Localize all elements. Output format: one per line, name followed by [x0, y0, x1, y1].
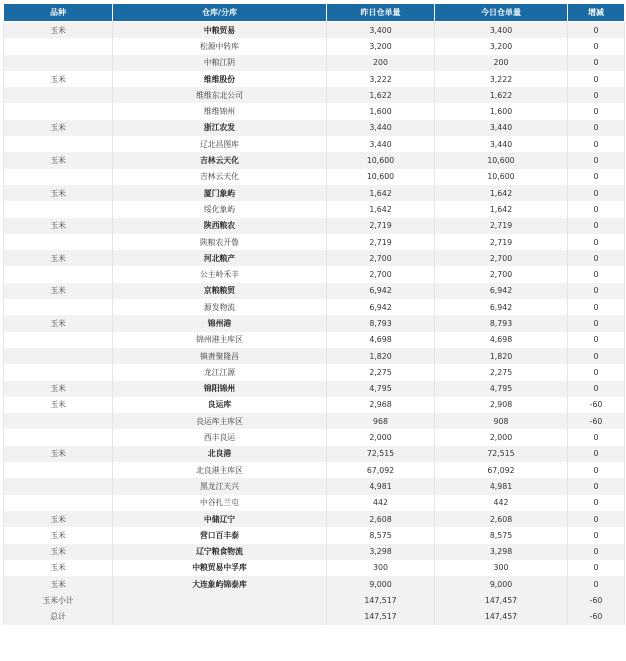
cell-variety: 玉米 — [4, 544, 113, 560]
cell-warehouse: 辽宁粮食物流 — [113, 544, 327, 560]
table-row — [4, 315, 625, 331]
cell-yesterday-receipts: 147,517 — [327, 592, 435, 608]
cell-yesterday-receipts: 1,600 — [327, 103, 435, 119]
cell-change: 0 — [568, 169, 625, 185]
table-row — [4, 136, 625, 152]
cell-yesterday-receipts: 10,600 — [327, 152, 435, 168]
cell-variety — [4, 462, 113, 478]
cell-warehouse: 黑龙江天兴 — [113, 478, 327, 494]
cell-warehouse: 锦州港主库区 — [113, 332, 327, 348]
table-row — [4, 103, 625, 119]
cell-warehouse — [113, 609, 327, 625]
cell-change: 0 — [568, 152, 625, 168]
table-row — [4, 120, 625, 136]
cell-warehouse: 锦州港 — [113, 315, 327, 331]
table-row — [4, 364, 625, 380]
table-row — [4, 544, 625, 560]
cell-warehouse: 陕西粮农 — [113, 218, 327, 234]
cell-today-receipts: 908 — [435, 413, 568, 429]
cell-variety: 总计 — [4, 609, 113, 625]
cell-warehouse: 大连象屿锦泰库 — [113, 576, 327, 592]
cell-today-receipts: 67,092 — [435, 462, 568, 478]
table-row — [4, 266, 625, 282]
cell-change: 0 — [568, 462, 625, 478]
cell-yesterday-receipts: 3,200 — [327, 38, 435, 54]
table-row — [4, 348, 625, 364]
cell-warehouse: 中粮贸易中孚库 — [113, 560, 327, 576]
table-row — [4, 381, 625, 397]
cell-warehouse: 营口百丰泰 — [113, 527, 327, 543]
cell-change: 0 — [568, 429, 625, 445]
header-yesterday-receipts: 昨日仓单量 — [327, 4, 435, 22]
cell-variety — [4, 478, 113, 494]
cell-yesterday-receipts: 147,517 — [327, 609, 435, 625]
header-today-receipts: 今日仓单量 — [435, 4, 568, 22]
cell-change: 0 — [568, 348, 625, 364]
cell-today-receipts: 6,942 — [435, 283, 568, 299]
cell-warehouse: 锦阳锦州 — [113, 381, 327, 397]
cell-today-receipts: 4,795 — [435, 381, 568, 397]
cell-change: 0 — [568, 22, 625, 39]
cell-today-receipts: 9,000 — [435, 576, 568, 592]
cell-warehouse: 良运库 — [113, 397, 327, 413]
cell-change: 0 — [568, 560, 625, 576]
cell-variety: 玉米 — [4, 250, 113, 266]
cell-today-receipts: 1,642 — [435, 201, 568, 217]
cell-change: 0 — [568, 576, 625, 592]
cell-today-receipts: 1,642 — [435, 185, 568, 201]
cell-variety: 玉米 — [4, 511, 113, 527]
cell-yesterday-receipts: 4,981 — [327, 478, 435, 494]
cell-today-receipts: 3,400 — [435, 22, 568, 39]
cell-today-receipts: 2,908 — [435, 397, 568, 413]
cell-warehouse: 吉林云天化 — [113, 152, 327, 168]
table-row — [4, 87, 625, 103]
table-row — [4, 38, 625, 54]
cell-warehouse: 浙江农发 — [113, 120, 327, 136]
cell-today-receipts: 2,608 — [435, 511, 568, 527]
cell-warehouse: 辽北昌图库 — [113, 136, 327, 152]
cell-today-receipts: 72,515 — [435, 446, 568, 462]
cell-today-receipts: 147,457 — [435, 592, 568, 608]
cell-yesterday-receipts: 3,298 — [327, 544, 435, 560]
cell-today-receipts: 3,440 — [435, 136, 568, 152]
cell-change: 0 — [568, 544, 625, 560]
cell-today-receipts: 2,275 — [435, 364, 568, 380]
cell-today-receipts: 2,719 — [435, 218, 568, 234]
table-row — [4, 478, 625, 494]
cell-warehouse — [113, 592, 327, 608]
cell-change: 0 — [568, 55, 625, 71]
cell-today-receipts: 442 — [435, 495, 568, 511]
cell-today-receipts: 8,575 — [435, 527, 568, 543]
cell-today-receipts: 147,457 — [435, 609, 568, 625]
cell-today-receipts: 8,793 — [435, 315, 568, 331]
cell-yesterday-receipts: 2,719 — [327, 218, 435, 234]
cell-change: 0 — [568, 103, 625, 119]
cell-change: 0 — [568, 185, 625, 201]
table-body — [4, 22, 625, 625]
cell-change: 0 — [568, 250, 625, 266]
cell-change: 0 — [568, 495, 625, 511]
table-row — [4, 397, 625, 413]
cell-variety — [4, 201, 113, 217]
cell-variety — [4, 299, 113, 315]
cell-yesterday-receipts: 2,000 — [327, 429, 435, 445]
cell-yesterday-receipts: 72,515 — [327, 446, 435, 462]
table-row — [4, 169, 625, 185]
cell-variety: 玉米 — [4, 446, 113, 462]
cell-change: 0 — [568, 381, 625, 397]
cell-yesterday-receipts: 2,700 — [327, 250, 435, 266]
table-row — [4, 234, 625, 250]
cell-yesterday-receipts: 200 — [327, 55, 435, 71]
table-row — [4, 560, 625, 576]
cell-yesterday-receipts: 3,222 — [327, 71, 435, 87]
cell-warehouse: 维维东北公司 — [113, 87, 327, 103]
table-row — [4, 527, 625, 543]
cell-today-receipts: 2,000 — [435, 429, 568, 445]
cell-variety — [4, 413, 113, 429]
cell-yesterday-receipts: 4,795 — [327, 381, 435, 397]
cell-variety — [4, 136, 113, 152]
cell-yesterday-receipts: 4,698 — [327, 332, 435, 348]
cell-yesterday-receipts: 968 — [327, 413, 435, 429]
cell-yesterday-receipts: 8,793 — [327, 315, 435, 331]
table-row — [4, 429, 625, 445]
cell-change: 0 — [568, 478, 625, 494]
cell-yesterday-receipts: 2,968 — [327, 397, 435, 413]
cell-change: 0 — [568, 266, 625, 282]
cell-variety: 玉米 — [4, 71, 113, 87]
cell-yesterday-receipts: 300 — [327, 560, 435, 576]
cell-change: 0 — [568, 511, 625, 527]
cell-today-receipts: 4,981 — [435, 478, 568, 494]
cell-change: 0 — [568, 201, 625, 217]
cell-change: 0 — [568, 218, 625, 234]
cell-warehouse: 中粮贸易 — [113, 22, 327, 39]
cell-today-receipts: 1,820 — [435, 348, 568, 364]
cell-warehouse: 河北粮产 — [113, 250, 327, 266]
table-row — [4, 446, 625, 462]
table-row — [4, 462, 625, 478]
table-row — [4, 299, 625, 315]
cell-variety — [4, 364, 113, 380]
table-row — [4, 71, 625, 87]
cell-change: 0 — [568, 527, 625, 543]
cell-warehouse: 北良港主库区 — [113, 462, 327, 478]
cell-variety — [4, 332, 113, 348]
cell-warehouse: 公主岭禾丰 — [113, 266, 327, 282]
cell-change: -60 — [568, 397, 625, 413]
cell-yesterday-receipts: 1,642 — [327, 185, 435, 201]
header-warehouse: 仓库/分库 — [113, 4, 327, 22]
cell-yesterday-receipts: 10,600 — [327, 169, 435, 185]
cell-change: 0 — [568, 87, 625, 103]
header-variety: 品种 — [4, 4, 113, 22]
cell-yesterday-receipts: 1,622 — [327, 87, 435, 103]
cell-today-receipts: 10,600 — [435, 169, 568, 185]
cell-today-receipts: 2,700 — [435, 266, 568, 282]
cell-variety: 玉米 — [4, 381, 113, 397]
cell-today-receipts: 10,600 — [435, 152, 568, 168]
table-row — [4, 218, 625, 234]
cell-variety — [4, 55, 113, 71]
cell-change: 0 — [568, 120, 625, 136]
cell-yesterday-receipts: 2,608 — [327, 511, 435, 527]
cell-variety: 玉米 — [4, 560, 113, 576]
cell-variety: 玉米 — [4, 397, 113, 413]
cell-variety: 玉米 — [4, 527, 113, 543]
table-row — [4, 609, 625, 625]
cell-change: 0 — [568, 38, 625, 54]
cell-yesterday-receipts: 1,820 — [327, 348, 435, 364]
table-row — [4, 55, 625, 71]
cell-variety: 玉米 — [4, 315, 113, 331]
cell-yesterday-receipts: 2,719 — [327, 234, 435, 250]
cell-change: 0 — [568, 446, 625, 462]
cell-warehouse: 绥化象屿 — [113, 201, 327, 217]
cell-variety — [4, 38, 113, 54]
cell-warehouse: 中粮江阴 — [113, 55, 327, 71]
cell-warehouse: 良运库主库区 — [113, 413, 327, 429]
cell-variety — [4, 429, 113, 445]
cell-variety: 玉米 — [4, 185, 113, 201]
table-row — [4, 576, 625, 592]
cell-variety: 玉米小计 — [4, 592, 113, 608]
table-row — [4, 22, 625, 39]
cell-variety — [4, 266, 113, 282]
cell-yesterday-receipts: 9,000 — [327, 576, 435, 592]
table-row — [4, 413, 625, 429]
cell-warehouse: 吉林云天化 — [113, 169, 327, 185]
cell-change: 0 — [568, 136, 625, 152]
cell-variety — [4, 87, 113, 103]
cell-variety — [4, 169, 113, 185]
cell-warehouse: 维维股份 — [113, 71, 327, 87]
cell-variety — [4, 103, 113, 119]
cell-warehouse: 陕粮农开鲁 — [113, 234, 327, 250]
cell-today-receipts: 1,600 — [435, 103, 568, 119]
cell-change: 0 — [568, 299, 625, 315]
cell-variety: 玉米 — [4, 152, 113, 168]
cell-today-receipts: 3,298 — [435, 544, 568, 560]
header-change: 增减 — [568, 4, 625, 22]
cell-variety: 玉米 — [4, 576, 113, 592]
cell-yesterday-receipts: 1,642 — [327, 201, 435, 217]
cell-change: 0 — [568, 283, 625, 299]
cell-warehouse: 松源中转库 — [113, 38, 327, 54]
cell-today-receipts: 6,942 — [435, 299, 568, 315]
cell-today-receipts: 3,222 — [435, 71, 568, 87]
cell-warehouse: 中谷扎兰屯 — [113, 495, 327, 511]
cell-change: -60 — [568, 413, 625, 429]
cell-today-receipts: 2,700 — [435, 250, 568, 266]
cell-yesterday-receipts: 2,275 — [327, 364, 435, 380]
table-row — [4, 592, 625, 608]
cell-yesterday-receipts: 67,092 — [327, 462, 435, 478]
cell-change: 0 — [568, 71, 625, 87]
cell-change: 0 — [568, 315, 625, 331]
table-row — [4, 250, 625, 266]
cell-today-receipts: 3,440 — [435, 120, 568, 136]
cell-warehouse: 京粮粮贸 — [113, 283, 327, 299]
cell-change: 0 — [568, 364, 625, 380]
cell-yesterday-receipts: 8,575 — [327, 527, 435, 543]
cell-warehouse: 北良港 — [113, 446, 327, 462]
table-row — [4, 283, 625, 299]
table-row — [4, 332, 625, 348]
cell-change: 0 — [568, 234, 625, 250]
cell-change: -60 — [568, 609, 625, 625]
cell-yesterday-receipts: 3,440 — [327, 120, 435, 136]
cell-today-receipts: 2,719 — [435, 234, 568, 250]
cell-change: 0 — [568, 332, 625, 348]
cell-variety: 玉米 — [4, 22, 113, 39]
cell-warehouse: 西丰良运 — [113, 429, 327, 445]
cell-variety — [4, 348, 113, 364]
cell-today-receipts: 300 — [435, 560, 568, 576]
cell-warehouse: 源发物流 — [113, 299, 327, 315]
cell-change: -60 — [568, 592, 625, 608]
cell-warehouse: 龙江江源 — [113, 364, 327, 380]
table-row — [4, 185, 625, 201]
cell-variety: 玉米 — [4, 120, 113, 136]
cell-yesterday-receipts: 6,942 — [327, 299, 435, 315]
table-row — [4, 495, 625, 511]
table-row — [4, 201, 625, 217]
cell-yesterday-receipts: 3,400 — [327, 22, 435, 39]
cell-today-receipts: 4,698 — [435, 332, 568, 348]
cell-today-receipts: 200 — [435, 55, 568, 71]
cell-yesterday-receipts: 2,700 — [327, 266, 435, 282]
cell-warehouse: 中储辽宁 — [113, 511, 327, 527]
cell-variety — [4, 234, 113, 250]
cell-today-receipts: 3,200 — [435, 38, 568, 54]
cell-yesterday-receipts: 6,942 — [327, 283, 435, 299]
table-header-row — [4, 4, 625, 22]
cell-variety — [4, 495, 113, 511]
cell-warehouse: 厦门象屿 — [113, 185, 327, 201]
cell-yesterday-receipts: 3,440 — [327, 136, 435, 152]
cell-variety: 玉米 — [4, 283, 113, 299]
cell-warehouse: 镇赉聚隆昌 — [113, 348, 327, 364]
table-row — [4, 511, 625, 527]
cell-yesterday-receipts: 442 — [327, 495, 435, 511]
cell-warehouse: 维维锦州 — [113, 103, 327, 119]
table-row — [4, 152, 625, 168]
cell-today-receipts: 1,622 — [435, 87, 568, 103]
warehouse-receipt-table — [3, 3, 625, 625]
cell-variety: 玉米 — [4, 218, 113, 234]
